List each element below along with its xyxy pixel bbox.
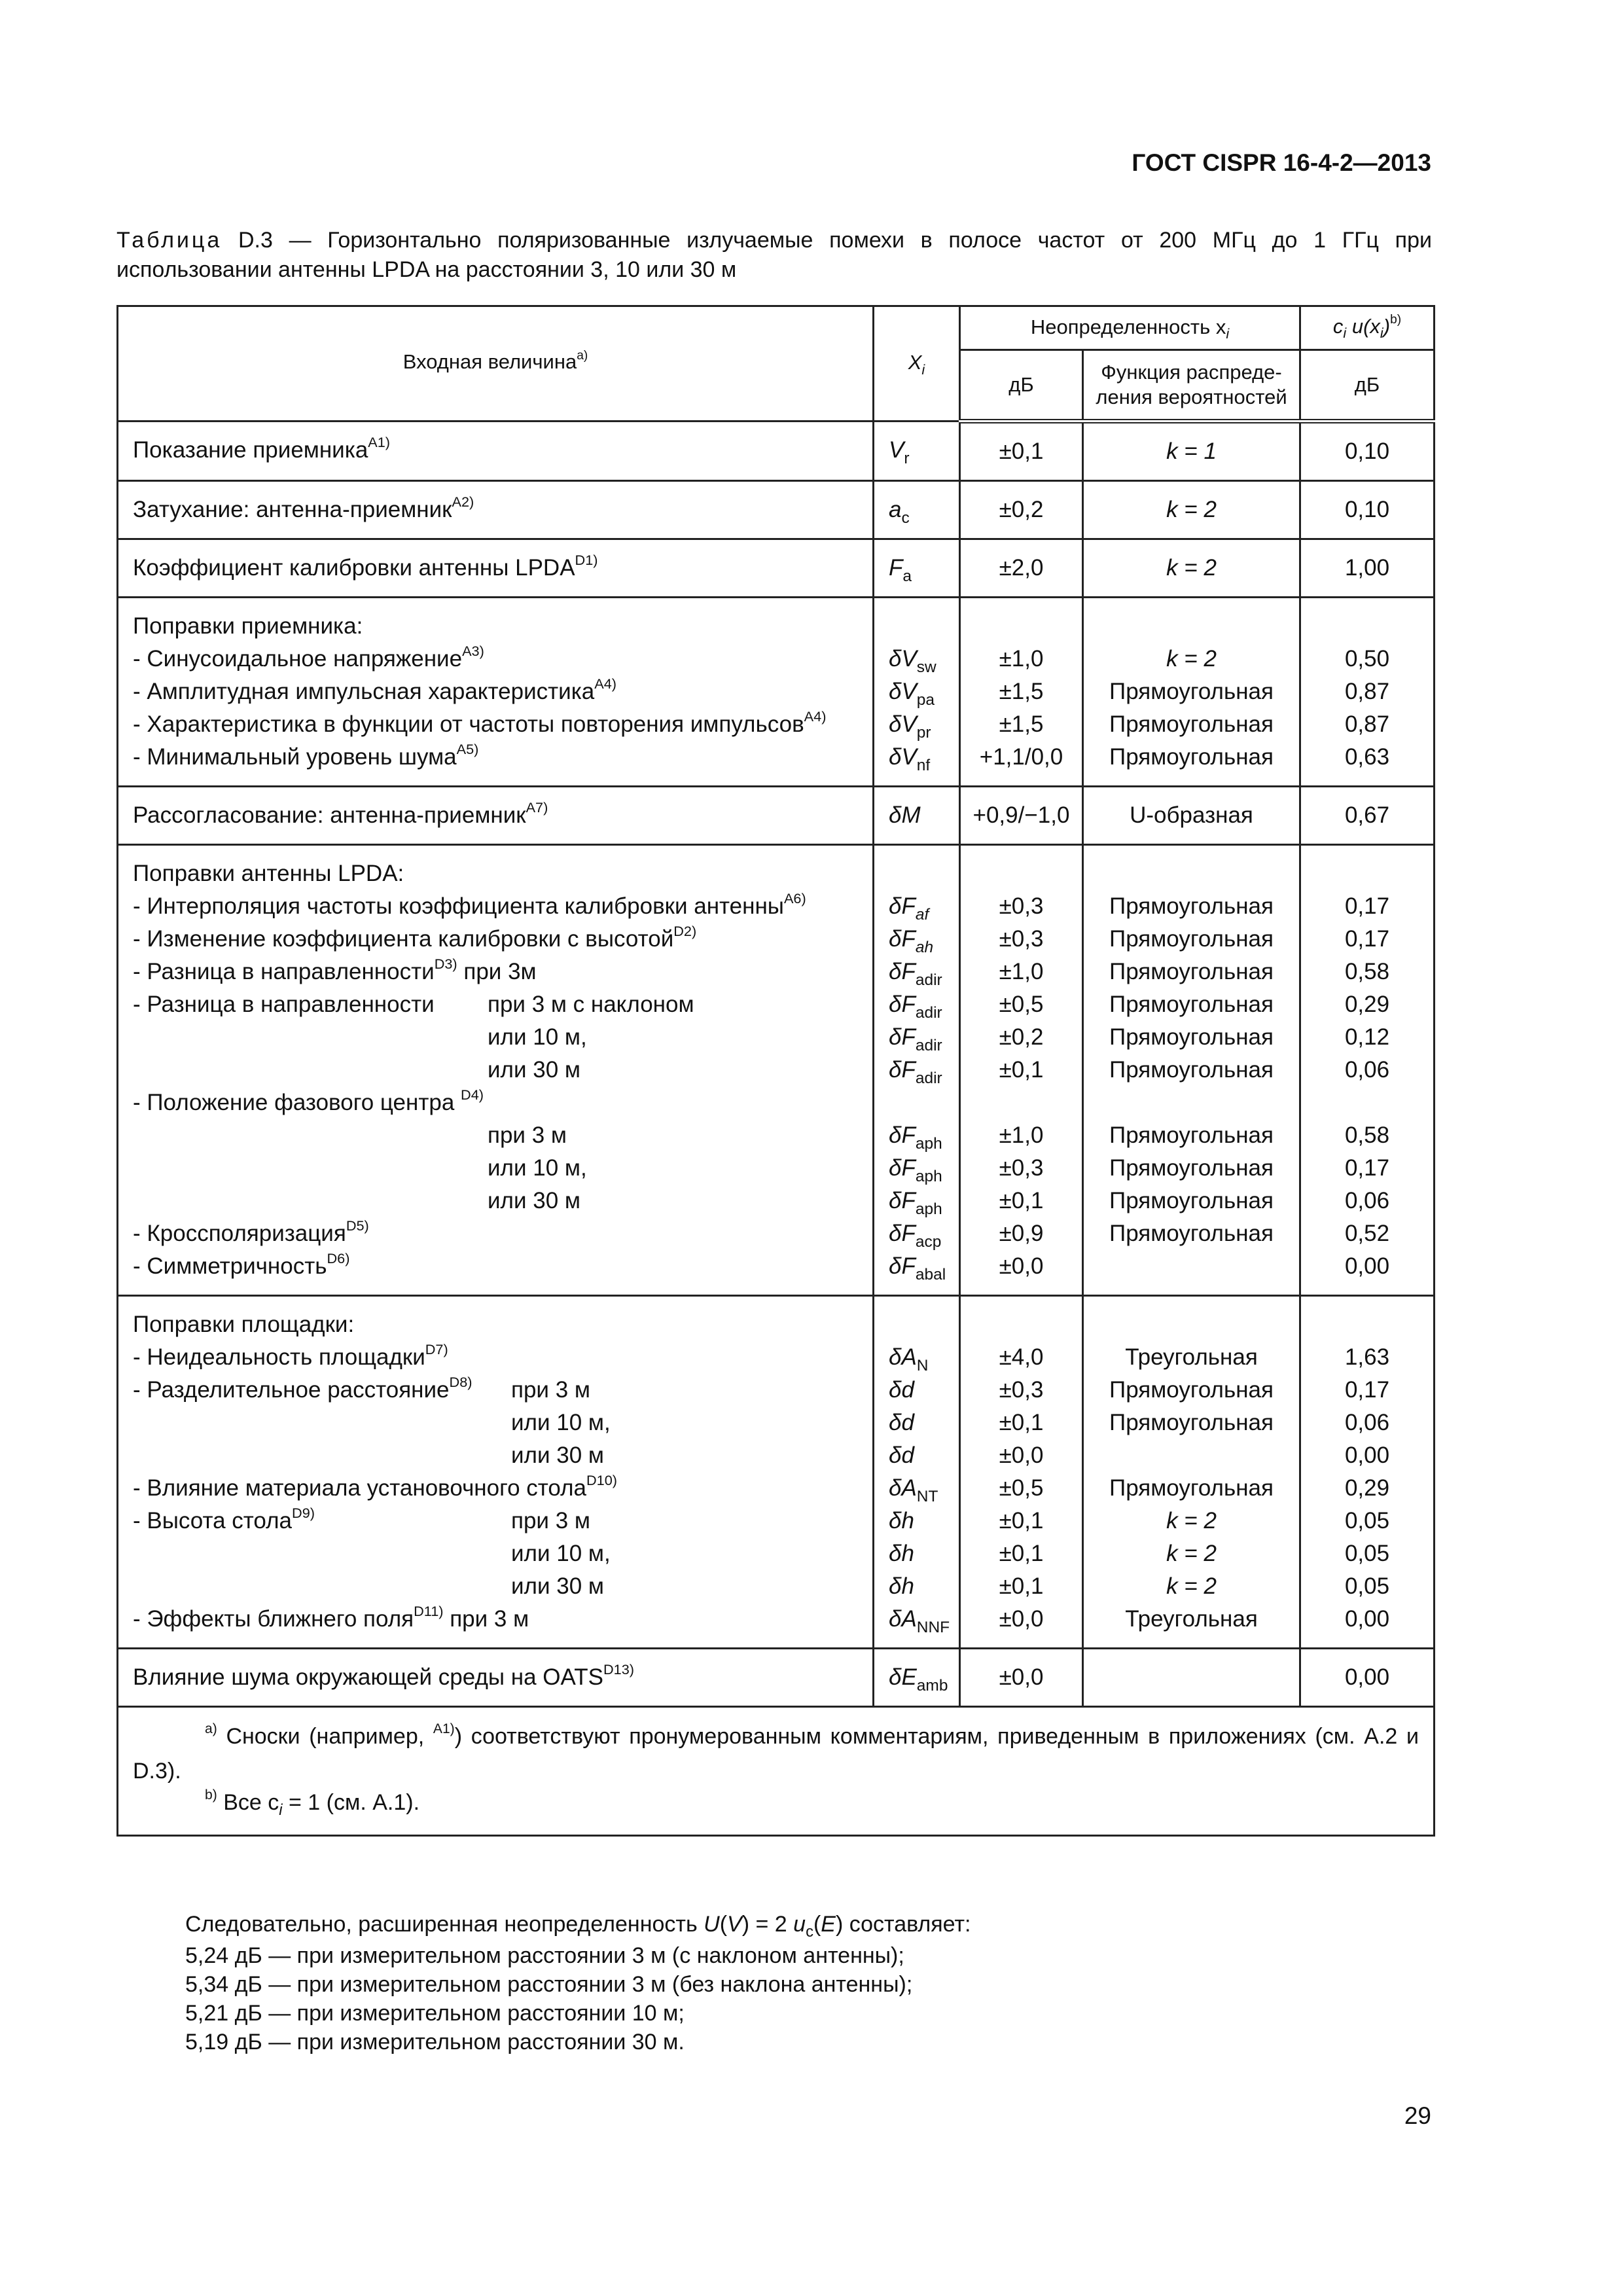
table-row: Показание приемника$^{A1)}$ $V_r$ ±0,1 k = 1 0,10 — [118, 422, 1435, 481]
table-row-group-antenna: Поправки антенны LPDA: - Интерполяция частоты коэффициента калибровки антенны$^{A6)}$ - Изменение коэффициента калибровки с высотой$^{D2)}$ - Разница в направленности$^{D3)}$ при 3м - Разница в направленности при 3 м с наклоном или 10 м, или 30 м - Положение фазового центра $^{D4)}$ при 3 м или 10 м, или 30 м - Кроссполяризация$^{D5)}$ - Симметричность$^{D6)}$ $\delta F_{af}$ $\delta F_{ah}$ $\delta F_{adir}$ $\delta F_{adir}$ $\delta F_{adir}$ $\delta F_{adir}$ $\delta F_{aph}$ $\delta F_{aph}$ $\delta F_{aph}$ $\delta F_{acp}$ $\delta F_{abal}$ ±0,3 ±0,3 ±1,0 ±0,5 ±0,2 ±0,1 ±1,0 ±0,3 ±0,1 ±0,9 ±0,0 Прямоугольная Прямоугольная Прямоугольная Прямоугольная Прямоугольная Прямоугольная Прямоугольная Прямоугольная Прямоугольная Прямоугольная 0,17 0,17 0,58 0,29 0,12 0,06 0,58 0,17 0,06 0,52 0,00 — [118, 845, 1435, 1296]
standard-designation: ГОСТ CISPR 16-4-2—2013 — [1132, 149, 1431, 176]
conclusion-item: 5,21 дБ — при измерительном расстоянии 10 м; — [185, 2001, 685, 2026]
uncertainty-table — [116, 305, 1435, 1837]
table-row-group-receiver: Поправки приемника: - Синусоидальное напряжение$^{A3)}$ - Амплитудная импульсная характеристика$^{A4)}$ - Характеристика в функции от частоты повторения импульсов$^{A4)}$ - Минимальный уровень шума$^{A5)}$ $\delta V_{sw}$ $\delta V_{pa}$ $\delta V_{pr}$ $\delta V_{nf}$ ±1,0 ±1,5 ±1,5 +1,1/0,0 k = 2 Прямоугольная Прямоугольная Прямоугольная 0,50 0,87 0,87 0,63 — [118, 598, 1435, 787]
table-footnotes — [118, 1707, 1435, 1836]
table-row: Коэффициент калибровки антенны $LPDA^{D1)}$ $F_a$ ±2,0 k = 2 1,00 — [118, 539, 1435, 598]
conclusion-item: 5,24 дБ — при измерительном расстоянии 3 м (с наклоном антенны); — [185, 1943, 904, 1968]
header-uncertainty: Неопределенность $x_i$ — [960, 306, 1300, 350]
table-row: Влияние шума окружающей среды на $OATS^{D13)}$ $\delta E_{amb}$ ±0,0 0,00 — [118, 1649, 1435, 1707]
header-xi: $X_i$ — [874, 306, 960, 422]
conclusion-intro: Следовательно, расширенная неопределенность U(V) = 2 $u_c(E)$ составляет: — [185, 1912, 971, 1941]
header-distribution: Функция распреде-ления вероятностей — [1083, 350, 1300, 422]
footnote-b: $^{b)}$ Все $c_i = 1$ (см. А.1). — [205, 1787, 420, 1820]
header-row-1 — [118, 306, 1435, 350]
footnote-a: $^{a)}$ Сноски (например, $^{A1)}$) соответствуют пронумерованным комментариям, приведенным в приложениях (см. А.2 и D.3). — [133, 1721, 1419, 1784]
header-ci-uxi: $c_i$ $u(x_i)^{b)}$ — [1300, 306, 1435, 350]
table-row-group-site: Поправки площадки: - Неидеальность площадки$^{D7)}$ - Разделительное расстояние$^{D8)}$ при 3 м или 10 м, или 30 м - Влияние материала установочного стола$^{D10)}$ - Высота стола$^{D9)}$ при 3 м или 10 м, или 30 м - Эффекты ближнего поля$^{D11)}$ при 3 м $\delta A_N$ δd δd δd $\delta A_{NT}$ δh δh δh $\delta A_{NNF}$ ±4,0 ±0,3 ±0,1 ±0,0 ±0,5 ±0,1 ±0,1 ±0,1 ±0,0 Треугольная Прямоугольная Прямоугольная Прямоугольная k = 2 k = 2 k = 2 Треугольная 1,63 0,17 0,06 0,00 0,29 0,05 0,05 0,05 0,00 — [118, 1296, 1435, 1649]
caption-text: D.3 — Горизонтально поляризованные излучаемые помехи в полосе частот от 200 МГц до 1 ГГц при использовании антенны LPDA на расстоянии 3, 10 или 30 м — [116, 228, 1432, 282]
header-db: дБ — [960, 350, 1083, 422]
caption-prefix: Таблица — [116, 228, 223, 253]
conclusion-text — [185, 1910, 971, 2056]
table-row: Затухание: антенна-приемник$^{A2)}$ $a_c$ ±0,2 k = 2 0,10 — [118, 481, 1435, 539]
header-db-ci: дБ — [1300, 350, 1435, 422]
conclusion-item: 5,34 дБ — при измерительном расстоянии 3 м (без наклона антенны); — [185, 1972, 913, 1997]
table-caption — [116, 226, 1432, 285]
page-number: 29 — [1404, 2102, 1431, 2129]
header-input-quantity: Входная величина$^{a)}$ — [118, 306, 874, 422]
conclusion-item: 5,19 дБ — при измерительном расстоянии 30 м. — [185, 2030, 685, 2054]
table-row: Рассогласование: антенна-приемник$^{A7)}$ δM +0,9/−1,0 U-образная 0,67 — [118, 787, 1435, 845]
